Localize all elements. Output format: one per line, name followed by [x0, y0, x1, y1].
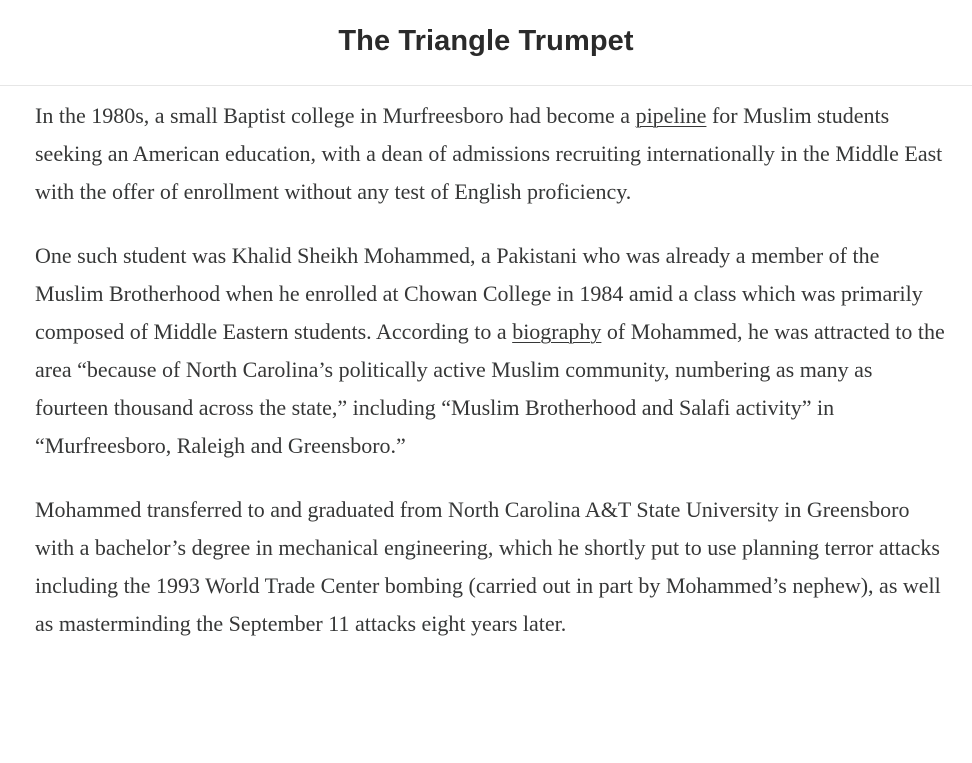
article-body: [35, 97, 950, 669]
paragraph-2-text-after: of Mohammed, he was attracted to the area “because of North Carolina’s politically active Muslim community, numbering as many as fourteen thousand across the state,” including “Muslim Brotherhood and Salafi activity” in “Murfreesboro, Raleigh and Greensboro.”: [35, 319, 945, 458]
article-paragraph-3: Mohammed transferred to and graduated from North Carolina A&T State University in Greensboro with a bachelor’s degree in mechanical engineering, which he shortly put to use planning terror attacks including the 1993 World Trade Center bombing (carried out in part by Mohammed’s nephew), as well as masterminding the September 11 attacks eight years later.: [35, 497, 941, 636]
paragraph-1-text-after: for Muslim students seeking an American education, with a dean of admissions recruiting internationally in the Middle East with the offer of enrollment without any test of English proficiency.: [35, 103, 943, 204]
paragraph-2-text-before: One such student was Khalid Sheikh Mohammed, a Pakistani who was already a member of the Muslim Brotherhood when he enrolled at Chowan College in 1984 amid a class which was primarily composed of Middle Eastern students. According to a: [35, 243, 923, 344]
paragraph-1-text-before: In the 1980s, a small Baptist college in Murfreesboro had become a: [35, 103, 636, 128]
biography-link[interactable]: biography: [512, 319, 602, 344]
article-paragraph-1: [35, 97, 950, 211]
pipeline-link[interactable]: pipeline: [635, 103, 707, 128]
site-header: [0, 0, 972, 86]
article-paragraph-2: [35, 237, 950, 465]
site-title[interactable]: The Triangle Trumpet: [338, 25, 634, 57]
